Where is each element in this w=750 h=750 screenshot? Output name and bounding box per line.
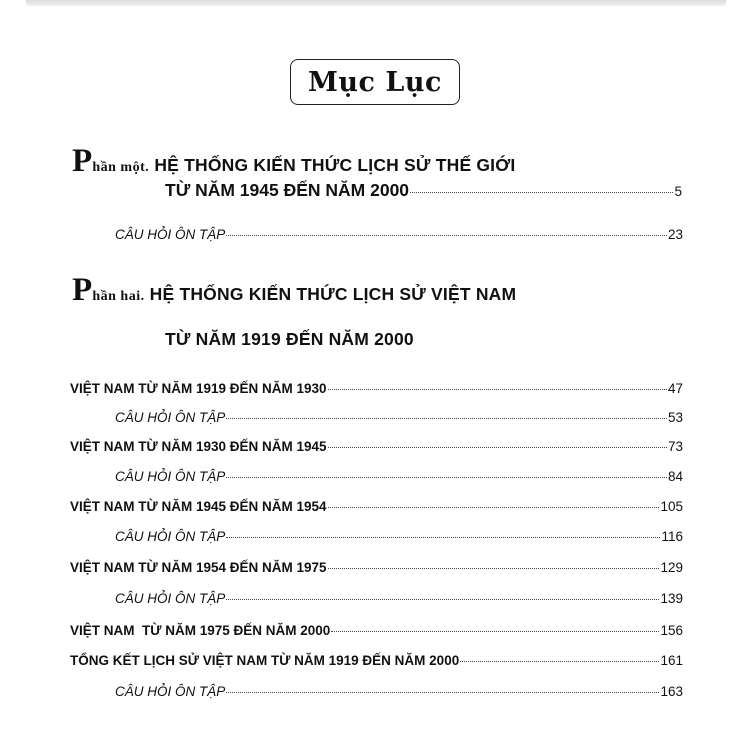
dot-leader <box>328 447 667 448</box>
part-two-initial: P <box>72 272 93 308</box>
part-two-prefix: hần hai. <box>92 289 145 304</box>
page-number: 47 <box>667 381 683 396</box>
part-one-heading <box>72 143 515 180</box>
dot-leader <box>226 235 667 236</box>
page-number: 73 <box>667 439 683 454</box>
dot-leader <box>460 661 659 662</box>
toc-entry-review[interactable] <box>115 410 683 425</box>
page-number: 163 <box>660 684 683 699</box>
page-number: 139 <box>660 591 683 606</box>
dot-leader <box>226 599 659 600</box>
top-edge-shadow <box>26 0 726 6</box>
dot-leader <box>331 631 659 632</box>
page-number: 23 <box>667 227 683 242</box>
toc-title-box <box>290 59 460 105</box>
page-number: 84 <box>667 469 683 484</box>
toc-entry[interactable] <box>70 381 683 396</box>
part-one-title: HỆ THỐNG KIẾN THỨC LỊCH SỬ THẾ GIỚI <box>154 155 516 175</box>
entry-label: VIỆT NAM TỪ NĂM 1930 ĐẾN NĂM 1945 <box>70 439 327 454</box>
dot-leader <box>328 568 660 569</box>
toc-entry[interactable] <box>70 499 683 514</box>
entry-label: CÂU HỎI ÔN TẬP <box>115 469 226 484</box>
dot-leader <box>226 692 659 693</box>
entry-label: CÂU HỎI ÔN TẬP <box>115 529 226 544</box>
dot-leader <box>226 477 667 478</box>
page-number: 129 <box>660 560 683 575</box>
entry-label: VIỆT NAM TỪ NĂM 1975 ĐẾN NĂM 2000 <box>70 623 331 638</box>
entry-label: CÂU HỎI ÔN TẬP <box>115 591 226 606</box>
part-one-review-row[interactable] <box>115 227 683 242</box>
dot-leader <box>328 507 660 508</box>
toc-entry[interactable] <box>70 623 683 638</box>
toc-entry-review[interactable] <box>115 591 683 606</box>
part-two-title: HỆ THỐNG KIẾN THỨC LỊCH SỬ VIỆT NAM <box>149 284 517 304</box>
dot-leader <box>328 389 667 390</box>
entry-label: VIỆT NAM TỪ NĂM 1919 ĐẾN NĂM 1930 <box>70 381 327 396</box>
part-one-initial: P <box>72 143 93 179</box>
part-one-subheading-row[interactable] <box>165 180 682 201</box>
page-number: 116 <box>661 529 683 544</box>
entry-label: CÂU HỎI ÔN TẬP <box>115 410 226 425</box>
toc-entry[interactable] <box>70 439 683 454</box>
part-two-subheading: TỪ NĂM 1919 ĐẾN NĂM 2000 <box>165 329 414 349</box>
part-one-prefix: hần một. <box>92 160 150 175</box>
page-number: 161 <box>660 653 683 668</box>
page-number: 105 <box>660 499 683 514</box>
toc-title: Mục Lục <box>308 66 442 98</box>
page-number: 53 <box>667 410 683 425</box>
entry-label: CÂU HỎI ÔN TẬP <box>115 684 226 699</box>
entry-label: VIỆT NAM TỪ NĂM 1945 ĐẾN NĂM 1954 <box>70 499 327 514</box>
page-number: 5 <box>674 184 682 199</box>
part-one-subheading: TỪ NĂM 1945 ĐẾN NĂM 2000 <box>165 180 410 200</box>
toc-entry-review[interactable] <box>115 529 683 544</box>
toc-entry[interactable] <box>70 653 683 668</box>
toc-entry-review[interactable] <box>115 684 683 699</box>
toc-entry[interactable] <box>70 560 683 575</box>
part-two-heading <box>72 272 516 309</box>
review-label: CÂU HỎI ÔN TẬP <box>115 227 226 242</box>
dot-leader <box>226 418 667 419</box>
page-number: 156 <box>660 623 683 638</box>
entry-label: VIỆT NAM TỪ NĂM 1954 ĐẾN NĂM 1975 <box>70 560 327 575</box>
toc-entry-review[interactable] <box>115 469 683 484</box>
dot-leader <box>226 537 660 538</box>
dot-leader <box>410 192 673 193</box>
entry-label: TỔNG KẾT LỊCH SỬ VIỆT NAM TỪ NĂM 1919 ĐẾN NĂM 2000 <box>70 653 460 668</box>
